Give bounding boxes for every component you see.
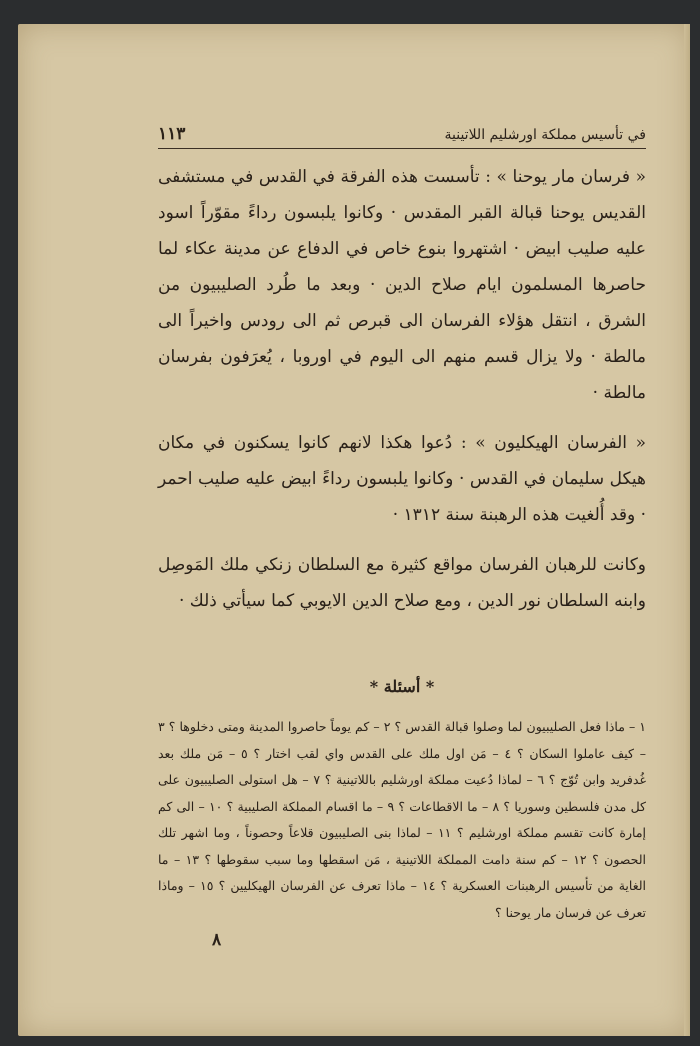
book-page: [18, 24, 690, 1036]
questions-heading: * أسئلة *: [369, 677, 435, 696]
paragraph-military-orders: وكانت للرهبان الفرسان مواقع كثيرة مع السلطان زنكي ملك المَوصِل وابنه السلطان نور الدين ، ومع صلاح الدين الايوبي كما سيأتي ذلك ·: [158, 555, 646, 611]
page-number: ١١٣: [158, 124, 186, 144]
questions-list: ١ – ماذا فعل الصليبيون لما وصلوا قبالة القدس ؟ ٢ – كم يوماً حاصروا المدينة ومتى دخلوها ؟ ٣ – كيف عاملوا السكان ؟ ٤ – مَن اول ملك على القدس واي لقب اختار ؟ ٥ – مَن ملك بعد غُدفريد وابن تُوّج ؟ ٦ – لماذا دُعيت مملكة اورشليم باللاتينية ؟ ٧ – هل استولى الصليبيون على كل مدن فلسطين وسوريا ؟ ٨ – ما الاقطاعات ؟ ٩ – ما اقسام المملكة الصليبية ؟ ١٠ – الى كم إمارة كانت تقسم مملكة اورشليم ؟ ١١ – لماذا بنى الصليبيون قلاعاً وحصوناً ، وما اشهر تلك الحصون ؟ ١٢ – كم سنة دامت المملكة اللاتينية ، مَن اسقطها وما سبب سقوطها ؟ ١٣ – ما الغاية من تأسيس الرهبنات العسكرية ؟ ١٤ – ماذا تعرف عن الفرسان الهيكليين ؟ ١٥ – وماذا تعرف عن فرسان مار يوحنا ؟: [158, 719, 647, 920]
signature-mark: ٨: [212, 930, 222, 950]
running-head: [158, 124, 646, 149]
running-title: في تأسيس مملكة اورشليم اللاتينية: [444, 127, 646, 143]
page-edge: [684, 24, 690, 1036]
page-content: [158, 124, 646, 926]
paragraph-knights-templar: « الفرسان الهيكليون » : دُعوا هكذا لانهم كانوا يسكنون في مكان هيكل سليمان في القدس · وكانوا يلبسون رداءً ابيض عليه صليب احمر · وقد أُلغيت هذه الرهبنة سنة ١٣١٢ ·: [158, 433, 646, 525]
paragraph-knights-hospitaller: « فرسان مار يوحنا » : تأسست هذه الفرقة في القدس في مستشفى القديس يوحنا قبالة القبر المقدس · وكانوا يلبسون رداءً مقوّراً اسود عليه صليب ابيض · اشتهروا بنوع خاص في الدفاع عن مدينة عكاء لما حاصرها المسلمون ايام صلاح الدين · وبعد ما طُرد الصليبيون من الشرق ، انتقل هؤلاء الفرسان الى قبرص ثم الى رودس واخيراً الى مالطة · ولا يزال قسم منهم الى اليوم في اوروبا ، يُعرَفون بفرسان مالطة ·: [158, 167, 646, 403]
